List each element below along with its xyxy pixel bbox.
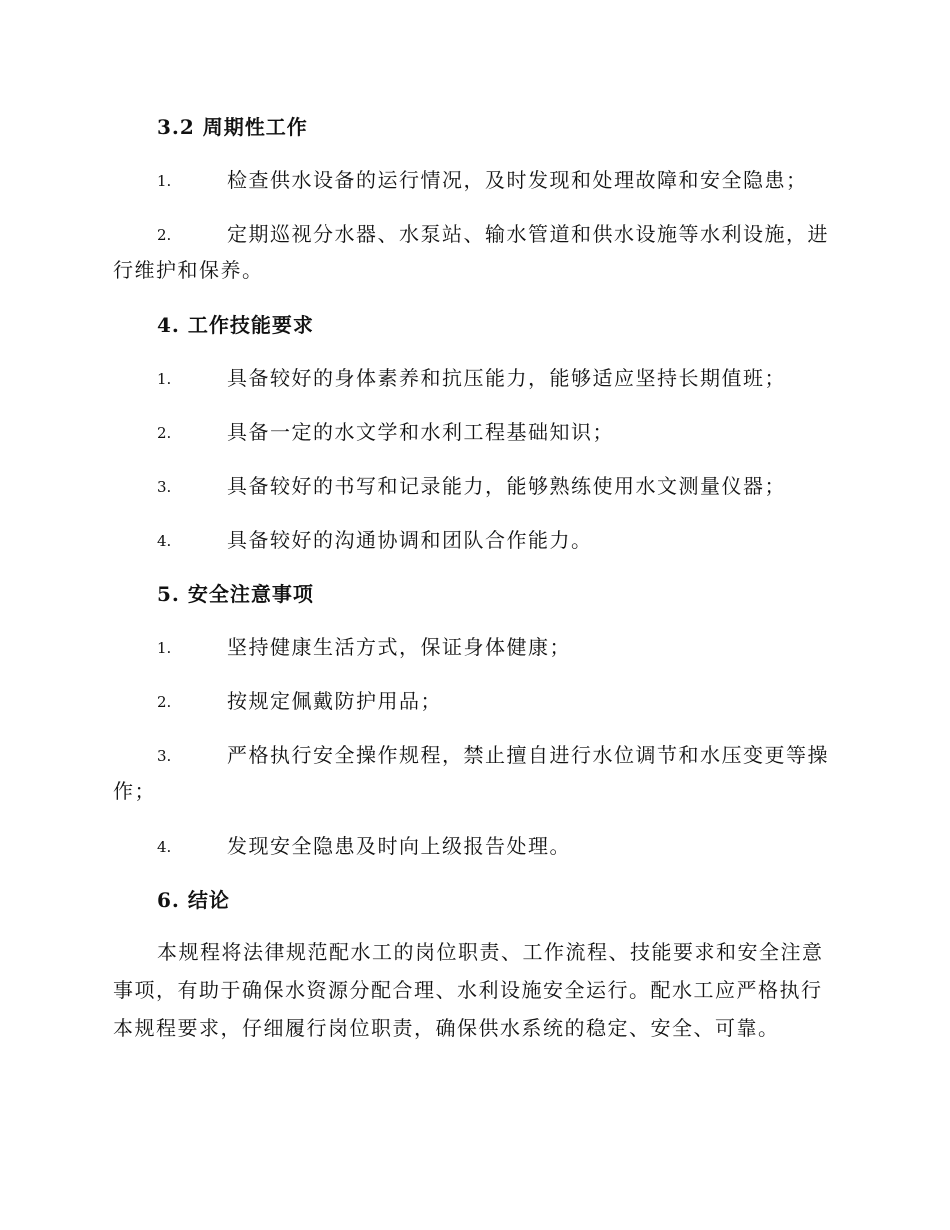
list-item-text: 具备较好的身体素养和抗压能力，能够适应坚持长期值班； [227, 366, 786, 390]
list-item-text: 具备较好的书写和记录能力，能够熟练使用水文测量仪器； [227, 474, 786, 498]
paragraph-line: 本规程要求，仔细履行岗位职责，确保供水系统的稳定、安全、可靠。 [113, 1016, 780, 1040]
section-heading-4: 4. 工作技能要求 [157, 313, 314, 337]
list-item-text: 坚持健康生活方式，保证身体健康； [227, 635, 571, 659]
list-item-text-continued: 行维护和保养。 [113, 258, 264, 282]
section-heading-3-2: 3.2 周期性工作 [157, 115, 308, 139]
list-item-text: 定期巡视分水器、水泵站、输水管道和供水设施等水利设施，进 [227, 222, 829, 246]
list-item-number: 3. [157, 747, 172, 765]
list-item-text-continued: 作； [113, 779, 156, 803]
list-item-number: 2. [157, 693, 172, 711]
list-item-text: 发现安全隐患及时向上级报告处理。 [227, 834, 571, 858]
list-item-number: 1. [157, 172, 172, 190]
list-item-number: 4. [157, 838, 172, 856]
list-item-number: 2. [157, 226, 172, 244]
list-item-text: 严格执行安全操作规程，禁止擅自进行水位调节和水压变更等操 [227, 743, 829, 767]
section-heading-5: 5. 安全注意事项 [157, 582, 314, 606]
list-item-text: 具备较好的沟通协调和团队合作能力。 [227, 528, 593, 552]
list-item-text: 具备一定的水文学和水利工程基础知识； [227, 420, 614, 444]
paragraph-line: 事项，有助于确保水资源分配合理、水利设施安全运行。配水工应严格执行 [113, 978, 823, 1002]
list-item-number: 3. [157, 478, 172, 496]
section-heading-6: 6. 结论 [157, 888, 230, 912]
list-item-number: 1. [157, 639, 172, 657]
list-item-number: 4. [157, 532, 172, 550]
list-item-number: 1. [157, 370, 172, 388]
paragraph-line: 本规程将法律规范配水工的岗位职责、工作流程、技能要求和安全注意 [157, 940, 824, 964]
list-item-text: 检查供水设备的运行情况，及时发现和处理故障和安全隐患； [227, 168, 808, 192]
list-item-text: 按规定佩戴防护用品； [227, 689, 442, 713]
list-item-number: 2. [157, 424, 172, 442]
